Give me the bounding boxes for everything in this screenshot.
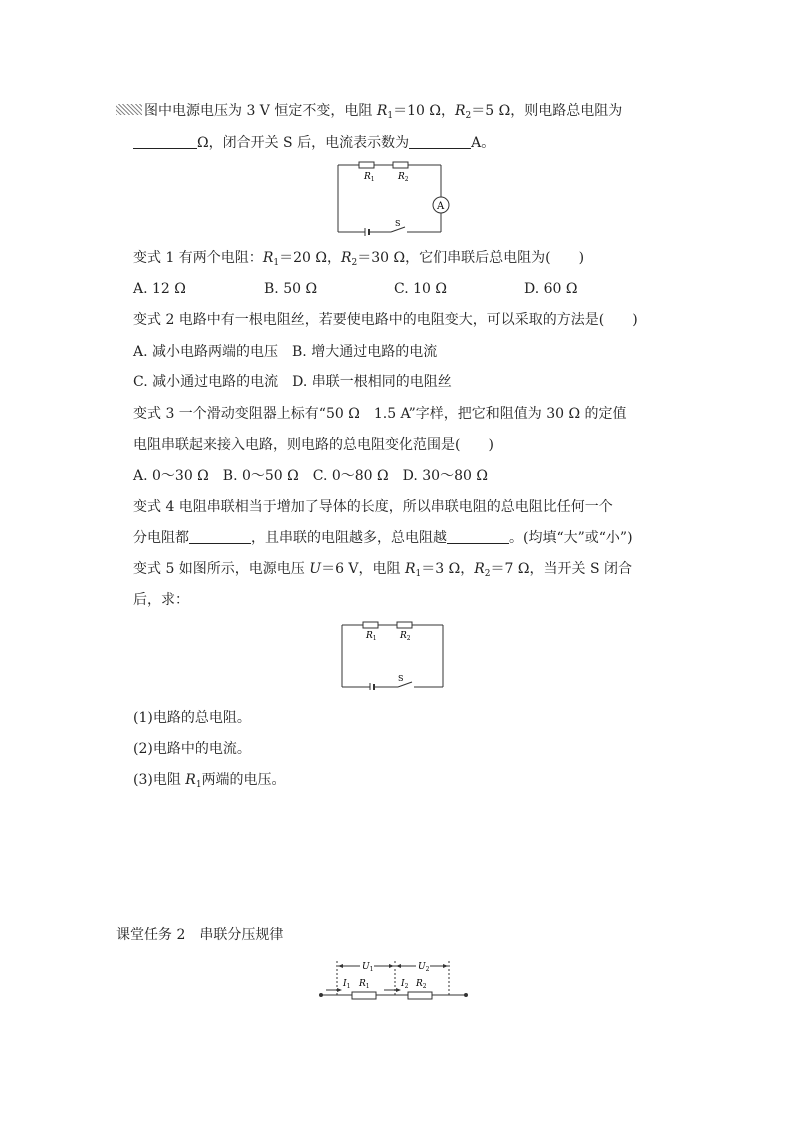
i1-label: $I_1$ bbox=[343, 979, 351, 990]
answer-blank[interactable] bbox=[447, 529, 509, 544]
fig2-r1-label: $R_1$ bbox=[366, 631, 377, 642]
u1-label: $U_1$ bbox=[362, 962, 374, 973]
r2-label: $R_2$ bbox=[416, 979, 427, 990]
circuit-diagram-1 bbox=[336, 160, 466, 236]
variant-5-line-2: 后，求： bbox=[133, 592, 189, 608]
variant-5-subquestion-2: (2)电路中的电流。 bbox=[133, 741, 251, 757]
variant-1-option-d[interactable]: D. 60 Ω bbox=[524, 281, 578, 297]
variant-4-line-1: 变式 4 电阻串联相当于增加了导体的长度，所以串联电阻的总电阻比任何一个 bbox=[133, 499, 613, 515]
variant-5-subquestion-1: (1)电路的总电阻。 bbox=[133, 710, 251, 726]
question-line-2: Ω，闭合开关 S 后，电流表示数为 A。 bbox=[133, 133, 495, 153]
variant-2-question: 变式 2 电路中有一根电阻丝，若要使电路中的电阻变大，可以采取的方法是( ) bbox=[133, 312, 638, 328]
variant-1-option-a[interactable]: A. 12 Ω bbox=[133, 281, 186, 297]
circuit-diagram-2 bbox=[340, 620, 446, 690]
question-line-1: 图中电源电压为 3 V 恒定不变，电阻 $R_1=10$ Ω，$R_2=5$ Ω，则电路总电阻为 bbox=[116, 101, 622, 126]
section-title: 课堂任务 2 串联分压规律 bbox=[116, 927, 284, 943]
variant-1-option-b[interactable]: B. 50 Ω bbox=[264, 281, 318, 297]
question-marker-icon bbox=[116, 104, 142, 115]
fig2-switch-label: S bbox=[398, 674, 404, 683]
r1-label: $R_1$ bbox=[359, 979, 370, 990]
variant-3-line-1: 变式 3 一个滑动变阻器上标有“50 Ω 1.5 A”字样，把它和阻值为 30 Ω 的定值 bbox=[133, 406, 627, 422]
variant-1-option-c[interactable]: C. 10 Ω bbox=[394, 281, 447, 297]
fig1-r1-label: $R_1$ bbox=[364, 172, 375, 183]
variant-5-subquestion-3: (3)电阻 $R_1$两端的电压。 bbox=[133, 772, 286, 790]
variant-5-line-1: 变式 5 如图所示，电源电压 U＝6 V，电阻 $R_1=3$ Ω，$R_2=7$ Ω，当开关 S 闭合 bbox=[133, 561, 632, 579]
i2-label: $I_2$ bbox=[401, 979, 409, 990]
variant-2-options-cd[interactable]: C. 减小通过电路的电流 D. 串联一根相同的电阻丝 bbox=[133, 374, 452, 390]
answer-blank[interactable] bbox=[189, 529, 251, 544]
variant-2-options-ab[interactable]: A. 减小电路两端的电压 B. 增大通过电路的电流 bbox=[133, 344, 438, 360]
fig1-switch-label: S bbox=[395, 219, 401, 228]
variant-3-options[interactable]: A. 0～30 Ω B. 0～50 Ω C. 0～80 Ω D. 30～80 Ω bbox=[133, 468, 488, 484]
variant-4-line-2: 分电阻都 ，且串联的电阻越多，总电阻越 。(均填“大”或“小”) bbox=[133, 530, 633, 546]
answer-blank[interactable] bbox=[133, 134, 197, 149]
variant-3-line-2: 电阻串联起来接入电路，则电路的总电阻变化范围是( ) bbox=[133, 437, 494, 453]
variant-1-question: 变式 1 有两个电阻：$R_1=20$ Ω，$R_2=30$ Ω，它们串联后总电阻为( ) bbox=[133, 250, 585, 268]
series-voltage-diagram bbox=[318, 958, 470, 1002]
fig1-r2-label: $R_2$ bbox=[398, 172, 409, 183]
u2-label: $U_2$ bbox=[418, 962, 430, 973]
fig2-r2-label: $R_2$ bbox=[400, 631, 411, 642]
answer-blank[interactable] bbox=[409, 134, 471, 149]
ammeter-icon: A bbox=[437, 201, 445, 212]
